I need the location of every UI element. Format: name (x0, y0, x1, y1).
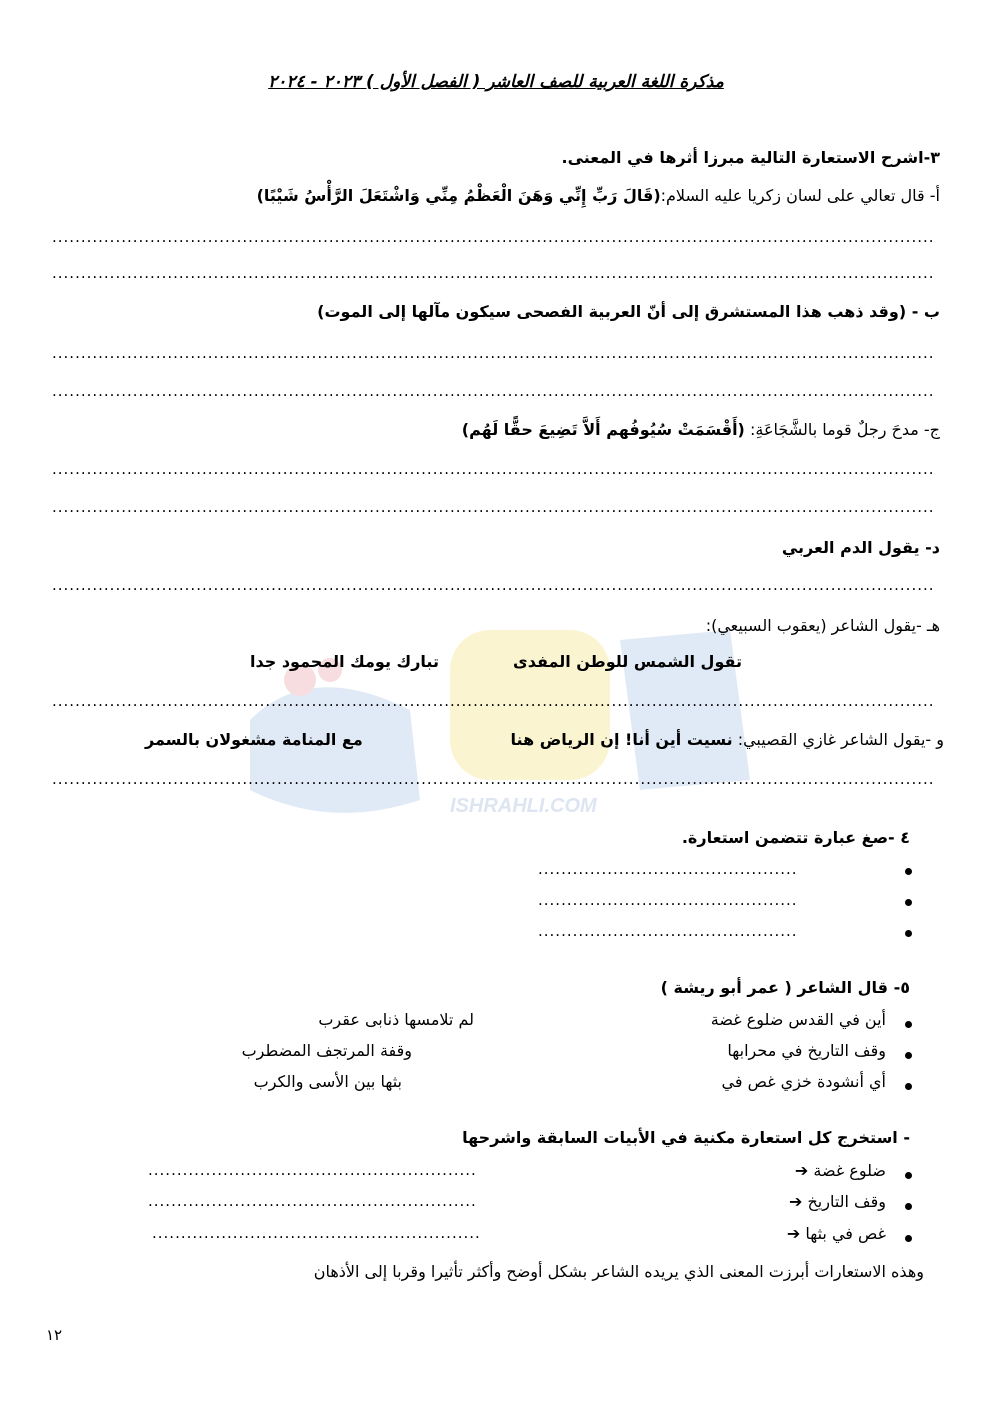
q5-answer-item (789, 1192, 886, 1211)
bullet-icon (905, 1172, 912, 1179)
q3-w-line (511, 730, 944, 749)
q3-heading: ٣-اشرح الاستعارة التالية مبرزا أثرها في المعنى. (561, 148, 940, 167)
answer-line: ......................................................... (152, 1224, 481, 1242)
arrow-left-icon: ➔ (786, 1224, 801, 1243)
q5-answer-label: غص في بثها (805, 1224, 886, 1243)
answer-line: ......................................................................................................................................................... (52, 382, 935, 400)
q5-conclusion: وهذه الاستعارات أبرزت المعنى الذي يريده الشاعر بشكل أوضح وأكثر تأثيرا وقربا إلى الأذهان (313, 1262, 924, 1281)
watermark-url: ISHRAHLI.COM (450, 795, 597, 817)
q3-a-label: أ- قال تعالي على لسان زكريا عليه السلام: (660, 186, 940, 205)
bullet-icon (905, 1052, 912, 1059)
answer-line: ......................................................................................................................................................... (52, 498, 935, 516)
q3-c-label: ج- مدحَ رجلٌ قوما بالشَّجَاعَةِ: (749, 420, 940, 439)
bullet-icon (905, 930, 912, 937)
q5-answer-label: ضلوع غضة (813, 1161, 886, 1180)
q3-b-text: ب - (وقد ذهب هذا المستشرق إلى أنّ العربية الفصحى سيكون مآلها إلى الموت) (317, 302, 940, 321)
page-title: مذكرة اللغة العربية للصف العاشر ( الفصل الأول ) ٢٠٢٣ - ٢٠٢٤ (268, 72, 724, 92)
q3-h-verse-1: تقول الشمس للوطن المفدى (513, 652, 742, 671)
bullet-icon (905, 1203, 912, 1210)
answer-line: ......................................................................................................................................................... (52, 770, 935, 788)
answer-line: ............................................. (538, 922, 798, 940)
answer-line: ......................................................................................................................................................... (52, 576, 935, 594)
answer-line: ............................................. (538, 891, 798, 909)
q5-verse-second: بثها بين الأسى والكرب (253, 1072, 402, 1091)
q3-a-quote: (قَالَ رَبِّ إِنِّي وَهَنَ الْعَظْمُ مِنِّي وَاشْتَعَلَ الرَّأْسُ شَيْبًا) (256, 186, 661, 205)
answer-line: ......................................................................................................................................................... (52, 264, 935, 282)
bullet-icon (905, 1021, 912, 1028)
arrow-left-icon: ➔ (794, 1161, 809, 1180)
bullet-icon (905, 868, 912, 875)
q3-w-verse-1: نسيت أين أنا! إن الرياض هنا (510, 730, 733, 749)
q5-verse-first: أين في القدس ضلوع غضة (710, 1010, 886, 1029)
answer-line: ......................................................................................................................................................... (52, 692, 935, 710)
q3-c-quote: (أَقْسَمَتْ سُيُوفُهم أَلاَّ تَضِيعَ حقًّا لَهُم) (461, 420, 745, 439)
answer-line: ......................................................................................................................................................... (52, 344, 935, 362)
q3-c-line (462, 420, 940, 439)
q3-h-verse-2: تبارك يومك المحمود جدا (250, 652, 439, 671)
q5-verse-first: وقف التاريخ في محرابها (727, 1041, 886, 1060)
q5-verse-second: وقفة المرتجف المضطرب (241, 1041, 412, 1060)
q3-h-label: هـ -يقول الشاعر (يعقوب السبيعي): (705, 616, 940, 635)
arrow-left-icon: ➔ (788, 1192, 803, 1211)
answer-line: ......................................................... (148, 1161, 477, 1179)
bullet-icon (905, 899, 912, 906)
bullet-icon (905, 1083, 912, 1090)
page-number: ١٢ (46, 1326, 63, 1344)
q5-verse-first: أي أنشودة خزي غص في (721, 1072, 886, 1091)
q4-heading: ٤ -صغ عبارة تتضمن استعارة. (681, 828, 910, 847)
bullet-icon (905, 1235, 912, 1242)
answer-line: ......................................................................................................................................................... (52, 460, 935, 478)
answer-line: ......................................................... (148, 1192, 477, 1210)
q5-answer-item (795, 1161, 886, 1180)
q3-a-line (257, 186, 940, 205)
q3-w-verse-2: مع المنامة مشغولان بالسمر (145, 730, 363, 749)
q5-task: - استخرج كل استعارة مكنية في الأبيات السابقة واشرحها (462, 1128, 910, 1147)
q5-answer-item (787, 1224, 886, 1243)
answer-line: ......................................................................................................................................................... (52, 228, 935, 246)
q5-answer-label: وقف التاريخ (807, 1192, 886, 1211)
answer-line: ............................................. (538, 860, 798, 878)
q5-heading: ٥- قال الشاعر ( عمر أبو ريشة ) (660, 978, 910, 997)
q3-w-label: و -يقول الشاعر غازي القصيبي: (737, 730, 944, 749)
q5-verse-second: لم تلامسها ذنابى عقرب (318, 1010, 474, 1029)
q3-d-text: د- يقول الدم العربي (781, 538, 940, 557)
